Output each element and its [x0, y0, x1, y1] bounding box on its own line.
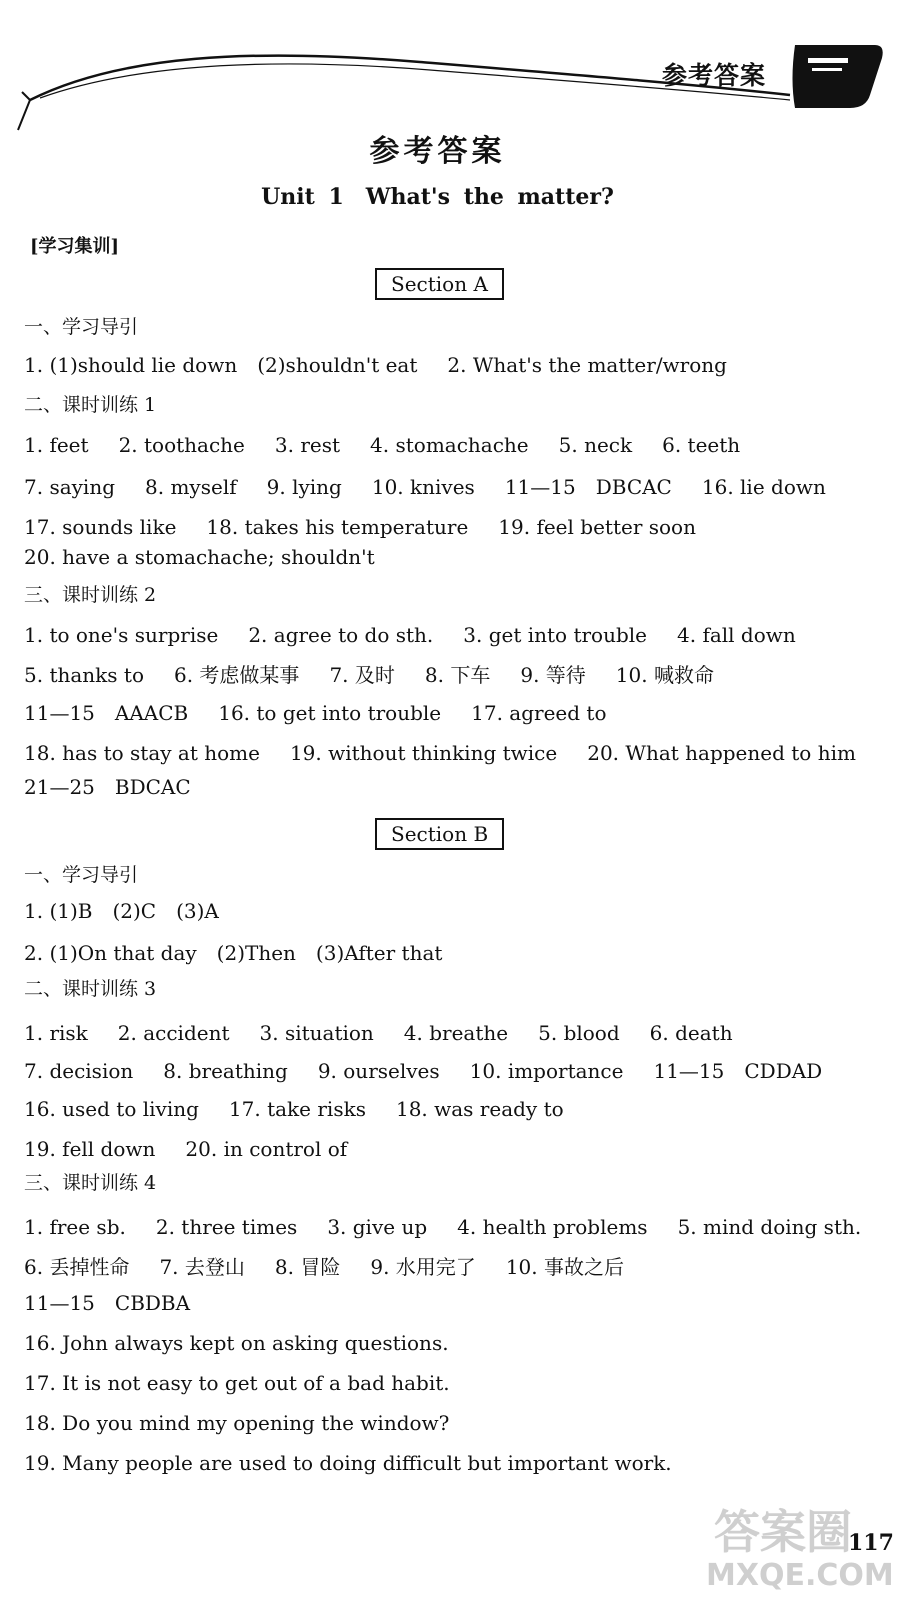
answer-item: 10. importance — [469, 1059, 624, 1083]
answer-item: 19. without thinking twice — [289, 741, 558, 765]
section-b-answer-line — [24, 1254, 624, 1280]
answer-item: 11—15 CDDAD — [653, 1059, 823, 1083]
answer-item: 17. sounds like — [24, 515, 177, 539]
section-a-label: Section A — [375, 268, 504, 300]
answer-item: 6. death — [649, 1021, 733, 1045]
running-header-title: 参考答案 — [662, 61, 767, 90]
section-a-answer-line — [24, 622, 796, 648]
answer-item: 1. to one's surprise — [24, 623, 219, 647]
section-a-heading: 一、学习导引 — [24, 316, 139, 338]
section-a-answer-line — [24, 544, 375, 570]
section-b-answer-line — [24, 1410, 449, 1436]
section-b-answer-line — [24, 1136, 347, 1162]
watermark-en: MXQE.COM — [706, 1558, 894, 1593]
section-b-answer-line — [24, 898, 219, 924]
answer-item: 5. neck — [558, 433, 633, 457]
answer-item: 8. breathing — [163, 1059, 288, 1083]
answer-item: 3. rest — [274, 433, 341, 457]
answer-item: 6. 丢掉性命 — [24, 1255, 130, 1279]
answer-item: 2. What's the matter/wrong — [447, 353, 727, 377]
answer-item: 5. thanks to — [24, 663, 144, 687]
answer-item: 3. give up — [327, 1215, 428, 1239]
answer-item: 2. (1)On that day (2)Then (3)After that — [24, 941, 443, 965]
answer-item: 18. takes his temperature — [206, 515, 469, 539]
answer-item: 2. toothache — [118, 433, 245, 457]
answer-item: 7. decision — [24, 1059, 134, 1083]
answer-item: 2. agree to do sth. — [248, 623, 434, 647]
answer-item: 3. situation — [259, 1021, 374, 1045]
answer-item: 17. It is not easy to get out of a bad habit. — [24, 1371, 450, 1395]
answer-item: 17. agreed to — [471, 701, 607, 725]
answer-item: 10. 喊救命 — [615, 663, 714, 687]
answer-item: 2. three times — [155, 1215, 298, 1239]
answer-item: 1. free sb. — [24, 1215, 126, 1239]
answer-item: 1. (1)should lie down (2)shouldn't eat — [24, 353, 418, 377]
answer-item: 1. (1)B (2)C (3)A — [24, 899, 219, 923]
answer-item: 7. 去登山 — [159, 1255, 245, 1279]
answer-item: 17. take risks — [228, 1097, 366, 1121]
answer-item: 5. blood — [538, 1021, 620, 1045]
answer-item: 16. John always kept on asking questions. — [24, 1331, 449, 1355]
answer-item: 16. to get into trouble — [218, 701, 442, 725]
answer-item: 9. 等待 — [520, 663, 586, 687]
answer-item: 19. fell down — [24, 1137, 156, 1161]
answer-item: 18. Do you mind my opening the window? — [24, 1411, 450, 1435]
answer-item: 11—15 CBDBA — [24, 1291, 191, 1315]
answer-item: 16. lie down — [701, 475, 826, 499]
section-a-answer-line — [24, 352, 727, 378]
answer-item: 9. 水用完了 — [370, 1255, 476, 1279]
answer-item: 9. ourselves — [317, 1059, 440, 1083]
section-a-answer-line — [24, 432, 740, 458]
answer-item: 4. stomachache — [370, 433, 529, 457]
answer-item: 10. 事故之后 — [505, 1255, 624, 1279]
section-a-answer-line — [24, 474, 826, 500]
section-b-label: Section B — [375, 818, 504, 850]
section-b-heading: 一、学习导引 — [24, 864, 139, 886]
section-b-answer-line — [24, 1330, 449, 1356]
section-a-heading: 三、课时训练 2 — [24, 584, 157, 606]
answer-item: 8. myself — [145, 475, 237, 499]
answer-item: 19. feel better soon — [498, 515, 696, 539]
answer-item: 20. What happened to him — [587, 741, 856, 765]
answer-item: 10. knives — [371, 475, 475, 499]
answer-item: 16. used to living — [24, 1097, 199, 1121]
unit-name: What's the matter? — [365, 184, 614, 210]
page-title: 参考答案 — [369, 134, 506, 169]
answer-item: 11—15 AAACB — [24, 701, 189, 725]
section-b-heading: 二、课时训练 3 — [24, 978, 157, 1000]
answer-item: 2. accident — [117, 1021, 230, 1045]
answer-item: 3. get into trouble — [463, 623, 648, 647]
answer-item: 8. 下车 — [424, 663, 491, 687]
answer-item: 7. 及时 — [329, 663, 395, 687]
answer-item: 4. health problems — [457, 1215, 648, 1239]
section-b-answer-line — [24, 1450, 672, 1476]
unit-label: Unit 1 — [261, 184, 344, 210]
section-b-answer-line — [24, 1290, 190, 1316]
watermark-cn: 答案圈 — [714, 1505, 852, 1559]
unit-title — [0, 184, 875, 210]
answer-item: 8. 冒险 — [274, 1255, 341, 1279]
section-b-answer-line — [24, 1058, 822, 1084]
section-tag: [学习集训] — [30, 236, 120, 257]
section-a-answer-line — [24, 514, 696, 540]
section-b-heading: 三、课时训练 4 — [24, 1172, 157, 1194]
answer-item: 6. 考虑做某事 — [173, 663, 300, 687]
section-a-answer-line — [24, 740, 856, 766]
answer-item: 21—25 BDCAC — [24, 775, 191, 799]
section-b-answer-line — [24, 1370, 450, 1396]
answer-item: 18. has to stay at home — [24, 741, 260, 765]
answer-item: 20. in control of — [185, 1137, 348, 1161]
section-b-answer-line — [24, 1096, 564, 1122]
answer-item: 20. have a stomachache; shouldn't — [24, 545, 375, 569]
section-a-heading: 二、课时训练 1 — [24, 394, 157, 416]
answer-item: 18. was ready to — [395, 1097, 564, 1121]
answer-item: 4. fall down — [677, 623, 796, 647]
section-a-answer-line — [24, 774, 191, 800]
section-a-answer-line — [24, 662, 714, 688]
section-b-answer-line — [24, 1020, 733, 1046]
answer-item: 9. lying — [266, 475, 342, 499]
section-a-answer-line — [24, 700, 607, 726]
answer-item: 4. breathe — [403, 1021, 509, 1045]
answer-item: 1. risk — [24, 1021, 88, 1045]
answer-item: 1. feet — [24, 433, 89, 457]
answer-item: 6. teeth — [662, 433, 741, 457]
answer-item: 5. mind doing sth. — [677, 1215, 862, 1239]
section-b-answer-line — [24, 940, 442, 966]
page-number: 117 — [848, 1530, 894, 1556]
section-b-answer-line — [24, 1214, 861, 1240]
answer-item: 19. Many people are used to doing difficult but important work. — [24, 1451, 672, 1475]
answer-item: 11—15 DBCAC — [504, 475, 672, 499]
answer-item: 7. saying — [24, 475, 116, 499]
